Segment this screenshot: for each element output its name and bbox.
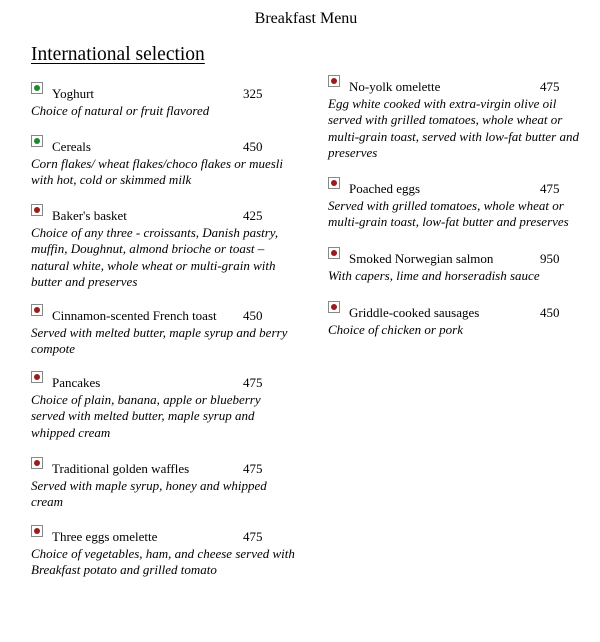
item-name: Smoked Norwegian salmon [349,251,494,266]
veg-indicator-icon [31,82,43,94]
menu-item [31,308,296,358]
item-description: Choice of chicken or pork [328,322,464,337]
item-price: 325 [243,86,263,101]
menu-item [31,375,296,441]
item-price: 475 [243,375,263,390]
menu-item [31,139,296,189]
non-veg-indicator-icon [31,457,43,469]
item-price: 475 [540,79,560,94]
page-title: Breakfast Menu [254,10,358,27]
non-veg-indicator-icon [328,75,340,87]
item-description: Choice of any three - croissants, Danish pastry, muffin, Doughnut, almond brioche or toast – natural white, whole wheat or multi-grain with butter and preserves [31,225,279,290]
non-veg-indicator-icon [31,371,43,383]
item-price: 475 [243,461,263,476]
item-description: Served with melted butter, maple syrup and berry compote [31,325,288,357]
non-veg-indicator-icon [31,204,43,216]
item-description: Served with grilled tomatoes, whole wheat or multi-grain toast, low-fat butter and preserves [328,198,569,230]
menu-item [328,181,593,231]
item-name: Griddle-cooked sausages [349,305,480,320]
item-name: Traditional golden waffles [52,461,190,476]
item-description: Choice of plain, banana, apple or blueberry served with melted butter, maple syrup and whipped cream [31,392,261,440]
menu-item [328,251,593,284]
menu-item [31,208,296,291]
non-veg-indicator-icon [31,304,43,316]
item-name: Yoghurt [52,86,95,101]
item-description: Choice of vegetables, ham, and cheese served with Breakfast potato and grilled tomato [31,546,295,578]
item-price: 450 [243,308,263,323]
non-veg-indicator-icon [328,177,340,189]
item-name: Baker's basket [52,208,127,223]
section-title: International selection [31,44,205,65]
non-veg-indicator-icon [31,525,43,537]
item-description: Corn flakes/ wheat flakes/choco flakes or muesli with hot, cold or skimmed milk [31,156,284,188]
menu-item [31,86,296,119]
item-price: 475 [243,529,263,544]
item-description: Served with maple syrup, honey and whipped cream [31,478,267,510]
item-name: Cereals [52,139,91,154]
item-price: 450 [540,305,560,320]
item-price: 450 [243,139,263,154]
item-name: Three eggs omelette [52,529,158,544]
item-name: Pancakes [52,375,101,390]
item-price: 425 [243,208,263,223]
item-name: Cinnamon-scented French toast [52,308,217,323]
item-name: No-yolk omelette [349,79,441,94]
item-price: 475 [540,181,560,196]
menu-item [328,79,593,162]
item-description: With capers, lime and horseradish sauce [328,268,540,283]
menu-item [31,529,296,579]
item-description: Egg white cooked with extra-virgin olive oil served with grilled tomatoes, whole wheat or multi-grain toast, served with low-fat butter and preserves [328,96,579,161]
item-description: Choice of natural or fruit flavored [31,103,210,118]
menu-item [328,305,593,338]
veg-indicator-icon [31,135,43,147]
non-veg-indicator-icon [328,247,340,259]
item-price: 950 [540,251,560,266]
non-veg-indicator-icon [328,301,340,313]
menu-item [31,461,296,511]
item-name: Poached eggs [349,181,421,196]
